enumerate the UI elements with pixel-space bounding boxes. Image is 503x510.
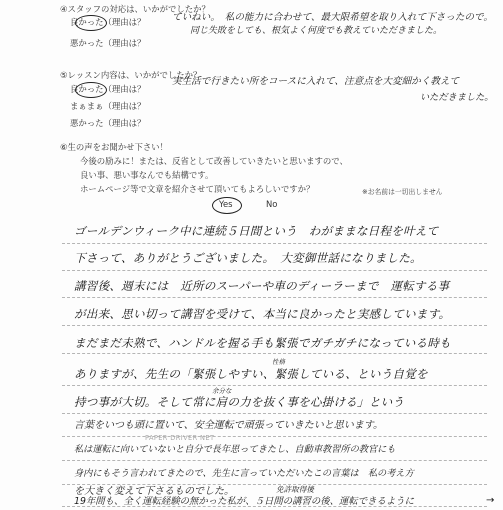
- q6-body-line3: ホームページ等で文章を紹介させて頂いてもよろしいですか？: [80, 184, 315, 194]
- comment-line-9: 私は運転に向いていないと自分で長年思ってきたし、自動車教習所の教官にも: [74, 444, 396, 455]
- ruled-line: [62, 270, 487, 271]
- q5-option-so-so: まぁまぁ（理由は？: [70, 101, 146, 111]
- comment-line-4: が出来、思い切って講習を受けて、本当に良かったと実感しています。: [74, 307, 451, 321]
- q5-option-good: 良かった（理由は？: [70, 84, 146, 94]
- ruled-line: [62, 297, 487, 298]
- continue-arrow-icon: →: [486, 495, 495, 506]
- q6-note: ※お名前は一切出しません: [362, 188, 443, 196]
- ruled-line: [62, 413, 487, 414]
- comment-line-10: 身内にもそう言われてきたので、先生に言っていただいたこの言葉は 私の考え方: [74, 468, 414, 479]
- ruled-line: [62, 436, 487, 437]
- comment-line-1: ゴールデンウィーク中に連続５日間という わがままな日程を叶えて: [74, 224, 439, 238]
- q6-body-line1: 今後の励みに！または、反省として改善していきたいと思いますので、: [80, 156, 348, 166]
- comment-line-11: を大きく変えて下さるものでした。: [74, 486, 234, 497]
- ruled-line: [62, 243, 487, 244]
- q5-answer: 実生活で行きたい所をコースに入れて、注意点を大変細かく教えて: [172, 76, 460, 87]
- comment-line-12: 19年間も、全く運転経験の無かった私が、５日間の講習の後、運転できるように: [74, 496, 415, 507]
- annotation-1: 性格: [272, 358, 285, 366]
- q6-body-line2: 良い事、悪い事なんでも結構です。: [80, 170, 214, 180]
- ruled-line: [62, 460, 487, 461]
- yes-label: Yes: [219, 199, 233, 209]
- q4-answer-line1: ていねい。 私の能力に合わせて、最大限希望を取り入れて下さったので。: [172, 12, 494, 23]
- watermark: PAPER DRIVER NET: [145, 434, 215, 442]
- q5-answer-cont: いただきました。: [420, 92, 494, 103]
- comment-line-2: 下さって、ありがとうございました。 大変御世話になりました。: [74, 251, 422, 265]
- ruled-line: [62, 385, 487, 386]
- annotation-3: 免許取得後: [276, 485, 314, 494]
- ruled-line: [62, 325, 487, 326]
- q4-option-bad: 悪かった（理由は？: [70, 38, 146, 48]
- ruled-line: [62, 353, 487, 354]
- q6-heading: ⑥生の声をお聞かせ下さい！: [60, 142, 169, 152]
- comment-line-7: 持つ事が大切。そして常に肩の力を抜く事を心掛ける」という: [74, 395, 405, 409]
- q4-question: ④スタッフの対応は、いかがでしたか？: [60, 4, 210, 14]
- comment-line-3: 講習後、週末には 近所のスーパーや車のディーラーまで 運転する事: [74, 279, 450, 293]
- q4-option-good: 良かった（理由は？: [70, 17, 146, 27]
- q5-option-bad: 悪かった（理由は？: [70, 118, 146, 128]
- comment-line-6: ありますが、先生の「緊張しやすい、緊張している、という自覚を: [74, 367, 428, 381]
- comment-line-5: まだまだ未熟で、ハンドルを握る手も緊張でガチガチになっている時も: [74, 336, 451, 350]
- ruled-line: [62, 484, 487, 485]
- q4-answer-line2: 同じ失敗をしても、根気よく何度でも教えていただきました。: [190, 26, 443, 36]
- comment-line-8: 言葉をいつも頭に置いて、安全運転で頑張っていきたいと思います。: [74, 420, 383, 431]
- annotation-2: 余分な: [212, 387, 232, 395]
- no-label: No: [266, 199, 278, 209]
- q5-question: ⑤レッスン内容は、いかがでしたか？: [60, 70, 202, 80]
